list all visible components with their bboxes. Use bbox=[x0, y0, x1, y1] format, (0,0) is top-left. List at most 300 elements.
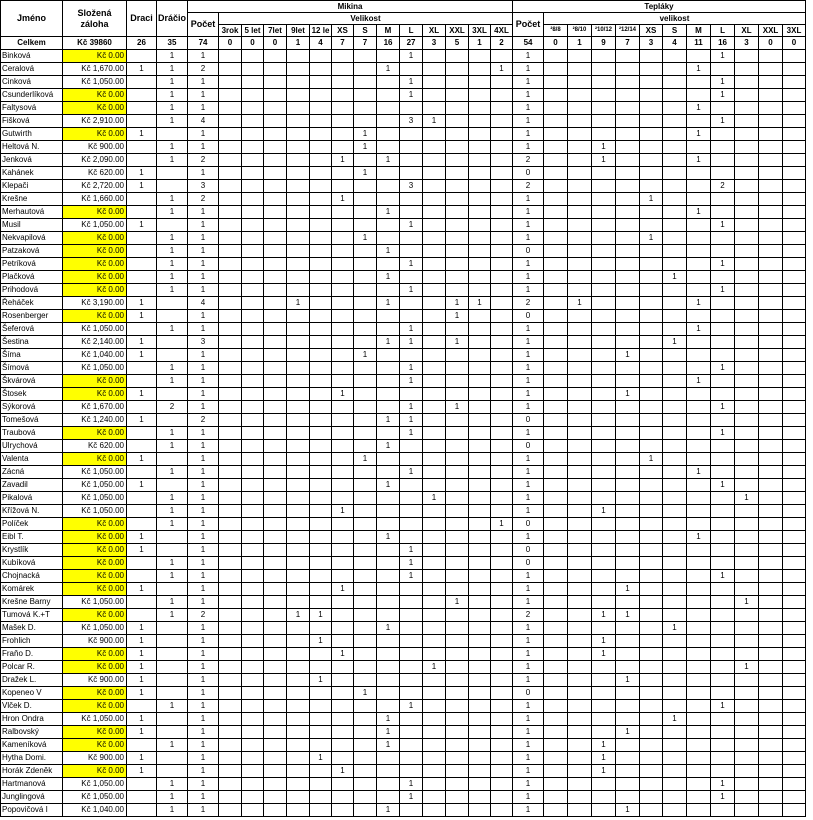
cell-teplaky-count[interactable]: 1 bbox=[513, 479, 544, 492]
cell-mikina-size[interactable] bbox=[219, 50, 242, 63]
cell-teplaky-size[interactable] bbox=[759, 349, 783, 362]
cell-teplaky-size[interactable] bbox=[568, 713, 592, 726]
cell-deposit[interactable]: Kč 1,050.00 bbox=[63, 323, 127, 336]
cell-teplaky-size[interactable] bbox=[544, 362, 568, 375]
cell-teplaky-size[interactable] bbox=[687, 739, 711, 752]
cell-mikina-size[interactable]: 1 bbox=[377, 804, 400, 817]
cell-mikina-size[interactable] bbox=[354, 89, 377, 102]
cell-mikina-size[interactable] bbox=[491, 219, 513, 232]
cell-teplaky-size[interactable] bbox=[640, 713, 663, 726]
cell-mikina-size[interactable] bbox=[219, 128, 242, 141]
cell-teplaky-size[interactable] bbox=[687, 492, 711, 505]
cell-mikina-size[interactable] bbox=[310, 336, 332, 349]
cell-teplaky-size[interactable] bbox=[759, 661, 783, 674]
cell-mikina-size[interactable] bbox=[423, 466, 446, 479]
cell-name[interactable]: Vlček D. bbox=[1, 700, 63, 713]
cell-mikina-size[interactable] bbox=[469, 154, 491, 167]
totals-mikina-count[interactable]: 74 bbox=[188, 37, 219, 50]
cell-mikina-size[interactable]: 1 bbox=[377, 739, 400, 752]
cell-mikina-size[interactable] bbox=[377, 362, 400, 375]
cell-teplaky-size[interactable] bbox=[759, 739, 783, 752]
cell-dracio[interactable] bbox=[157, 622, 188, 635]
cell-teplaky-size[interactable] bbox=[663, 375, 687, 388]
cell-mikina-size[interactable]: 1 bbox=[446, 310, 469, 323]
totals-teplaky-size[interactable]: 0 bbox=[759, 37, 783, 50]
cell-teplaky-count[interactable]: 1 bbox=[513, 778, 544, 791]
cell-mikina-size[interactable] bbox=[310, 219, 332, 232]
cell-mikina-size[interactable] bbox=[423, 323, 446, 336]
cell-mikina-count[interactable]: 1 bbox=[188, 349, 219, 362]
cell-name[interactable]: Ralbovský bbox=[1, 726, 63, 739]
cell-teplaky-size[interactable] bbox=[783, 492, 806, 505]
cell-teplaky-size[interactable] bbox=[711, 453, 735, 466]
cell-teplaky-size[interactable] bbox=[616, 791, 640, 804]
cell-teplaky-size[interactable] bbox=[663, 284, 687, 297]
cell-mikina-size[interactable] bbox=[354, 713, 377, 726]
cell-dracio[interactable]: 1 bbox=[157, 739, 188, 752]
cell-deposit[interactable]: Kč 0.00 bbox=[63, 648, 127, 661]
cell-mikina-size[interactable]: 1 bbox=[491, 518, 513, 531]
cell-teplaky-size[interactable] bbox=[616, 622, 640, 635]
cell-mikina-size[interactable] bbox=[219, 713, 242, 726]
cell-teplaky-size[interactable] bbox=[663, 505, 687, 518]
cell-teplaky-size[interactable] bbox=[663, 739, 687, 752]
cell-mikina-size[interactable] bbox=[332, 362, 354, 375]
cell-mikina-size[interactable] bbox=[400, 609, 423, 622]
cell-dracio[interactable]: 1 bbox=[157, 375, 188, 388]
cell-teplaky-size[interactable] bbox=[640, 102, 663, 115]
cell-mikina-size[interactable] bbox=[219, 518, 242, 531]
cell-teplaky-size[interactable] bbox=[735, 739, 759, 752]
cell-teplaky-size[interactable] bbox=[616, 63, 640, 76]
cell-mikina-size[interactable] bbox=[219, 63, 242, 76]
cell-mikina-size[interactable] bbox=[423, 336, 446, 349]
cell-name[interactable]: Klepači bbox=[1, 180, 63, 193]
cell-mikina-size[interactable]: 1 bbox=[400, 544, 423, 557]
cell-deposit[interactable]: Kč 0.00 bbox=[63, 661, 127, 674]
cell-dracio[interactable]: 1 bbox=[157, 232, 188, 245]
cell-name[interactable]: Kubíková bbox=[1, 557, 63, 570]
cell-mikina-size[interactable] bbox=[264, 531, 287, 544]
cell-mikina-size[interactable] bbox=[219, 531, 242, 544]
cell-teplaky-size[interactable] bbox=[616, 765, 640, 778]
cell-mikina-size[interactable]: 1 bbox=[377, 414, 400, 427]
cell-mikina-size[interactable] bbox=[264, 284, 287, 297]
cell-teplaky-size[interactable]: 1 bbox=[687, 63, 711, 76]
cell-mikina-count[interactable]: 1 bbox=[188, 284, 219, 297]
cell-draci[interactable]: 1 bbox=[127, 622, 157, 635]
cell-teplaky-size[interactable] bbox=[568, 648, 592, 661]
cell-mikina-size[interactable] bbox=[354, 765, 377, 778]
cell-teplaky-size[interactable] bbox=[544, 726, 568, 739]
cell-name[interactable]: Tumová K.+T bbox=[1, 609, 63, 622]
cell-mikina-size[interactable] bbox=[310, 76, 332, 89]
cell-mikina-size[interactable] bbox=[469, 531, 491, 544]
cell-mikina-size[interactable] bbox=[332, 479, 354, 492]
cell-mikina-size[interactable] bbox=[332, 674, 354, 687]
cell-name[interactable]: Fišková bbox=[1, 115, 63, 128]
cell-teplaky-count[interactable]: 1 bbox=[513, 50, 544, 63]
cell-teplaky-size[interactable] bbox=[783, 622, 806, 635]
cell-mikina-size[interactable] bbox=[354, 375, 377, 388]
cell-mikina-count[interactable]: 1 bbox=[188, 388, 219, 401]
cell-teplaky-size[interactable] bbox=[616, 687, 640, 700]
cell-teplaky-size[interactable]: 1 bbox=[711, 284, 735, 297]
cell-mikina-size[interactable] bbox=[491, 622, 513, 635]
cell-mikina-size[interactable] bbox=[377, 50, 400, 63]
cell-teplaky-size[interactable] bbox=[663, 687, 687, 700]
cell-mikina-size[interactable] bbox=[423, 141, 446, 154]
cell-teplaky-size[interactable] bbox=[616, 115, 640, 128]
cell-mikina-size[interactable] bbox=[423, 674, 446, 687]
cell-teplaky-size[interactable] bbox=[687, 167, 711, 180]
cell-mikina-count[interactable]: 1 bbox=[188, 258, 219, 271]
cell-teplaky-size[interactable]: 1 bbox=[711, 115, 735, 128]
cell-mikina-size[interactable] bbox=[242, 154, 264, 167]
cell-teplaky-size[interactable] bbox=[568, 791, 592, 804]
cell-teplaky-size[interactable] bbox=[735, 648, 759, 661]
cell-teplaky-size[interactable] bbox=[640, 804, 663, 817]
cell-mikina-size[interactable] bbox=[354, 154, 377, 167]
cell-mikina-size[interactable] bbox=[400, 193, 423, 206]
cell-mikina-size[interactable] bbox=[332, 466, 354, 479]
cell-draci[interactable]: 1 bbox=[127, 297, 157, 310]
cell-mikina-size[interactable] bbox=[469, 89, 491, 102]
cell-teplaky-size[interactable] bbox=[544, 531, 568, 544]
cell-mikina-size[interactable] bbox=[242, 661, 264, 674]
cell-teplaky-count[interactable]: 2 bbox=[513, 297, 544, 310]
cell-mikina-size[interactable] bbox=[354, 622, 377, 635]
cell-teplaky-size[interactable]: 1 bbox=[592, 154, 616, 167]
cell-teplaky-size[interactable] bbox=[735, 115, 759, 128]
cell-mikina-size[interactable] bbox=[423, 128, 446, 141]
cell-teplaky-size[interactable]: 1 bbox=[711, 76, 735, 89]
cell-mikina-size[interactable] bbox=[469, 622, 491, 635]
cell-teplaky-size[interactable]: 1 bbox=[711, 258, 735, 271]
cell-teplaky-size[interactable] bbox=[663, 635, 687, 648]
cell-name[interactable]: Tomešová bbox=[1, 414, 63, 427]
cell-teplaky-size[interactable]: 1 bbox=[687, 466, 711, 479]
cell-mikina-size[interactable] bbox=[377, 323, 400, 336]
cell-name[interactable]: Valenta bbox=[1, 453, 63, 466]
cell-teplaky-size[interactable] bbox=[544, 102, 568, 115]
header-mikina-size[interactable]: S bbox=[354, 25, 377, 37]
cell-teplaky-size[interactable] bbox=[687, 700, 711, 713]
cell-mikina-size[interactable] bbox=[242, 583, 264, 596]
cell-mikina-count[interactable]: 1 bbox=[188, 102, 219, 115]
cell-mikina-size[interactable] bbox=[446, 609, 469, 622]
totals-teplaky-size[interactable]: 1 bbox=[568, 37, 592, 50]
cell-mikina-size[interactable] bbox=[377, 674, 400, 687]
cell-teplaky-size[interactable] bbox=[592, 284, 616, 297]
cell-teplaky-size[interactable] bbox=[544, 232, 568, 245]
cell-teplaky-size[interactable]: 2 bbox=[711, 180, 735, 193]
cell-draci[interactable]: 1 bbox=[127, 765, 157, 778]
cell-teplaky-size[interactable] bbox=[783, 323, 806, 336]
cell-teplaky-size[interactable] bbox=[568, 609, 592, 622]
cell-mikina-size[interactable] bbox=[377, 492, 400, 505]
cell-mikina-size[interactable] bbox=[469, 648, 491, 661]
cell-mikina-size[interactable] bbox=[242, 518, 264, 531]
cell-mikina-size[interactable] bbox=[491, 661, 513, 674]
cell-deposit[interactable]: Kč 1,240.00 bbox=[63, 414, 127, 427]
cell-teplaky-size[interactable] bbox=[592, 791, 616, 804]
cell-teplaky-size[interactable] bbox=[687, 622, 711, 635]
cell-mikina-size[interactable] bbox=[491, 141, 513, 154]
cell-teplaky-size[interactable] bbox=[592, 102, 616, 115]
cell-mikina-size[interactable] bbox=[310, 583, 332, 596]
cell-mikina-size[interactable] bbox=[332, 206, 354, 219]
cell-draci[interactable] bbox=[127, 440, 157, 453]
cell-teplaky-count[interactable]: 2 bbox=[513, 154, 544, 167]
cell-teplaky-size[interactable] bbox=[640, 726, 663, 739]
cell-mikina-size[interactable] bbox=[423, 362, 446, 375]
cell-mikina-size[interactable] bbox=[446, 349, 469, 362]
cell-mikina-size[interactable] bbox=[469, 323, 491, 336]
cell-teplaky-size[interactable] bbox=[759, 440, 783, 453]
cell-teplaky-size[interactable] bbox=[544, 492, 568, 505]
cell-teplaky-size[interactable] bbox=[783, 401, 806, 414]
cell-teplaky-size[interactable] bbox=[640, 219, 663, 232]
cell-teplaky-size[interactable] bbox=[616, 141, 640, 154]
cell-teplaky-size[interactable] bbox=[735, 141, 759, 154]
cell-deposit[interactable]: Kč 1,660.00 bbox=[63, 193, 127, 206]
cell-teplaky-size[interactable] bbox=[783, 557, 806, 570]
cell-mikina-size[interactable] bbox=[242, 63, 264, 76]
cell-teplaky-size[interactable] bbox=[783, 50, 806, 63]
cell-mikina-size[interactable] bbox=[332, 440, 354, 453]
cell-draci[interactable] bbox=[127, 609, 157, 622]
cell-draci[interactable] bbox=[127, 115, 157, 128]
cell-mikina-size[interactable] bbox=[310, 258, 332, 271]
cell-dracio[interactable] bbox=[157, 713, 188, 726]
header-mikina-size[interactable]: 5 let bbox=[242, 25, 264, 37]
cell-mikina-size[interactable] bbox=[469, 752, 491, 765]
cell-mikina-size[interactable] bbox=[332, 219, 354, 232]
cell-mikina-size[interactable] bbox=[469, 102, 491, 115]
header-teplaky-size[interactable]: ²10/12 bbox=[592, 25, 616, 37]
cell-mikina-size[interactable] bbox=[354, 284, 377, 297]
cell-deposit[interactable]: Kč 1,040.00 bbox=[63, 804, 127, 817]
cell-deposit[interactable]: Kč 0.00 bbox=[63, 375, 127, 388]
cell-mikina-size[interactable] bbox=[310, 297, 332, 310]
cell-mikina-size[interactable] bbox=[469, 76, 491, 89]
cell-name[interactable]: Musil bbox=[1, 219, 63, 232]
cell-mikina-size[interactable] bbox=[491, 50, 513, 63]
cell-draci[interactable]: 1 bbox=[127, 635, 157, 648]
cell-teplaky-size[interactable] bbox=[783, 700, 806, 713]
cell-mikina-count[interactable]: 1 bbox=[188, 141, 219, 154]
cell-deposit[interactable]: Kč 0.00 bbox=[63, 427, 127, 440]
cell-mikina-count[interactable]: 1 bbox=[188, 76, 219, 89]
totals-deposit[interactable]: Kč 39860 bbox=[63, 37, 127, 50]
cell-mikina-size[interactable] bbox=[242, 791, 264, 804]
cell-teplaky-size[interactable] bbox=[640, 362, 663, 375]
cell-deposit[interactable]: Kč 1,050.00 bbox=[63, 622, 127, 635]
cell-teplaky-size[interactable]: 1 bbox=[592, 609, 616, 622]
cell-teplaky-size[interactable] bbox=[759, 284, 783, 297]
cell-mikina-size[interactable] bbox=[310, 180, 332, 193]
cell-teplaky-size[interactable] bbox=[640, 206, 663, 219]
cell-mikina-size[interactable] bbox=[287, 804, 310, 817]
header-mikina-size[interactable]: 7let bbox=[264, 25, 287, 37]
cell-mikina-size[interactable] bbox=[264, 674, 287, 687]
cell-teplaky-size[interactable] bbox=[663, 531, 687, 544]
cell-teplaky-size[interactable] bbox=[616, 453, 640, 466]
cell-teplaky-size[interactable] bbox=[568, 232, 592, 245]
cell-mikina-size[interactable] bbox=[310, 310, 332, 323]
cell-teplaky-size[interactable] bbox=[711, 752, 735, 765]
cell-mikina-size[interactable] bbox=[332, 284, 354, 297]
cell-teplaky-size[interactable] bbox=[759, 622, 783, 635]
cell-mikina-size[interactable]: 1 bbox=[354, 141, 377, 154]
cell-teplaky-size[interactable] bbox=[783, 427, 806, 440]
cell-mikina-size[interactable] bbox=[332, 453, 354, 466]
cell-mikina-size[interactable] bbox=[332, 323, 354, 336]
cell-teplaky-size[interactable]: 1 bbox=[640, 453, 663, 466]
cell-teplaky-size[interactable] bbox=[568, 128, 592, 141]
cell-mikina-size[interactable] bbox=[446, 232, 469, 245]
cell-teplaky-size[interactable] bbox=[783, 635, 806, 648]
cell-teplaky-size[interactable] bbox=[687, 232, 711, 245]
cell-mikina-size[interactable] bbox=[423, 648, 446, 661]
cell-teplaky-size[interactable] bbox=[783, 310, 806, 323]
cell-mikina-size[interactable] bbox=[332, 739, 354, 752]
cell-name[interactable]: Heltová N. bbox=[1, 141, 63, 154]
cell-teplaky-size[interactable]: 1 bbox=[663, 713, 687, 726]
cell-draci[interactable] bbox=[127, 518, 157, 531]
cell-mikina-size[interactable] bbox=[354, 76, 377, 89]
cell-dracio[interactable]: 1 bbox=[157, 63, 188, 76]
cell-mikina-size[interactable] bbox=[310, 661, 332, 674]
cell-mikina-size[interactable] bbox=[354, 414, 377, 427]
cell-mikina-size[interactable] bbox=[287, 310, 310, 323]
totals-mikina-size[interactable]: 0 bbox=[219, 37, 242, 50]
cell-teplaky-size[interactable]: 1 bbox=[711, 700, 735, 713]
cell-teplaky-size[interactable] bbox=[687, 414, 711, 427]
cell-teplaky-size[interactable] bbox=[640, 466, 663, 479]
cell-mikina-size[interactable] bbox=[377, 557, 400, 570]
cell-teplaky-size[interactable] bbox=[616, 427, 640, 440]
cell-teplaky-size[interactable] bbox=[711, 635, 735, 648]
cell-teplaky-count[interactable]: 1 bbox=[513, 128, 544, 141]
cell-mikina-size[interactable] bbox=[400, 232, 423, 245]
cell-mikina-size[interactable] bbox=[310, 63, 332, 76]
cell-mikina-count[interactable]: 1 bbox=[188, 570, 219, 583]
cell-mikina-size[interactable] bbox=[423, 89, 446, 102]
cell-teplaky-size[interactable] bbox=[544, 622, 568, 635]
cell-teplaky-size[interactable] bbox=[544, 609, 568, 622]
cell-mikina-size[interactable] bbox=[310, 349, 332, 362]
cell-teplaky-size[interactable] bbox=[544, 375, 568, 388]
cell-mikina-size[interactable] bbox=[242, 570, 264, 583]
cell-name[interactable]: Sýkorová bbox=[1, 401, 63, 414]
cell-teplaky-size[interactable] bbox=[640, 492, 663, 505]
cell-teplaky-size[interactable] bbox=[759, 596, 783, 609]
cell-teplaky-size[interactable]: 1 bbox=[711, 427, 735, 440]
cell-teplaky-size[interactable] bbox=[663, 518, 687, 531]
cell-teplaky-size[interactable] bbox=[735, 349, 759, 362]
cell-teplaky-size[interactable] bbox=[568, 492, 592, 505]
cell-mikina-size[interactable] bbox=[242, 232, 264, 245]
header-mikina-size[interactable]: 3XL bbox=[469, 25, 491, 37]
cell-teplaky-count[interactable]: 1 bbox=[513, 427, 544, 440]
cell-teplaky-size[interactable] bbox=[544, 245, 568, 258]
totals-mikina-size[interactable]: 1 bbox=[287, 37, 310, 50]
cell-teplaky-size[interactable] bbox=[783, 791, 806, 804]
header-draci[interactable]: Draci bbox=[127, 1, 157, 37]
cell-teplaky-size[interactable] bbox=[687, 583, 711, 596]
cell-teplaky-size[interactable] bbox=[568, 687, 592, 700]
cell-mikina-size[interactable] bbox=[287, 128, 310, 141]
cell-mikina-size[interactable] bbox=[491, 89, 513, 102]
cell-mikina-size[interactable] bbox=[332, 63, 354, 76]
cell-dracio[interactable] bbox=[157, 388, 188, 401]
cell-teplaky-size[interactable] bbox=[568, 674, 592, 687]
cell-mikina-size[interactable] bbox=[400, 154, 423, 167]
cell-mikina-size[interactable]: 1 bbox=[400, 336, 423, 349]
cell-mikina-size[interactable] bbox=[400, 310, 423, 323]
cell-mikina-size[interactable] bbox=[423, 388, 446, 401]
cell-teplaky-size[interactable] bbox=[568, 635, 592, 648]
cell-teplaky-size[interactable] bbox=[759, 102, 783, 115]
cell-mikina-size[interactable] bbox=[332, 622, 354, 635]
cell-teplaky-count[interactable]: 1 bbox=[513, 804, 544, 817]
cell-teplaky-size[interactable] bbox=[592, 557, 616, 570]
cell-dracio[interactable]: 1 bbox=[157, 492, 188, 505]
cell-mikina-size[interactable] bbox=[332, 531, 354, 544]
cell-teplaky-size[interactable] bbox=[568, 245, 592, 258]
cell-mikina-size[interactable] bbox=[400, 492, 423, 505]
cell-mikina-size[interactable] bbox=[242, 284, 264, 297]
cell-mikina-size[interactable] bbox=[354, 440, 377, 453]
cell-mikina-count[interactable]: 1 bbox=[188, 427, 219, 440]
cell-mikina-size[interactable] bbox=[491, 310, 513, 323]
cell-mikina-size[interactable] bbox=[287, 557, 310, 570]
cell-mikina-size[interactable] bbox=[423, 505, 446, 518]
cell-teplaky-size[interactable] bbox=[640, 479, 663, 492]
cell-teplaky-size[interactable] bbox=[663, 726, 687, 739]
cell-mikina-size[interactable]: 1 bbox=[400, 219, 423, 232]
cell-mikina-size[interactable]: 1 bbox=[446, 596, 469, 609]
cell-teplaky-size[interactable] bbox=[687, 791, 711, 804]
cell-teplaky-size[interactable] bbox=[663, 63, 687, 76]
cell-mikina-size[interactable] bbox=[287, 154, 310, 167]
cell-mikina-size[interactable] bbox=[242, 687, 264, 700]
cell-mikina-size[interactable] bbox=[264, 219, 287, 232]
cell-teplaky-size[interactable] bbox=[640, 128, 663, 141]
cell-mikina-size[interactable] bbox=[287, 713, 310, 726]
cell-mikina-size[interactable] bbox=[423, 544, 446, 557]
cell-mikina-count[interactable]: 1 bbox=[188, 557, 219, 570]
cell-teplaky-size[interactable] bbox=[687, 713, 711, 726]
cell-mikina-size[interactable] bbox=[219, 804, 242, 817]
cell-dracio[interactable]: 1 bbox=[157, 440, 188, 453]
cell-teplaky-size[interactable] bbox=[616, 466, 640, 479]
cell-teplaky-size[interactable]: 1 bbox=[711, 479, 735, 492]
cell-teplaky-size[interactable] bbox=[592, 349, 616, 362]
cell-mikina-size[interactable] bbox=[242, 388, 264, 401]
cell-mikina-size[interactable]: 1 bbox=[354, 687, 377, 700]
cell-mikina-size[interactable] bbox=[242, 271, 264, 284]
cell-dracio[interactable]: 1 bbox=[157, 427, 188, 440]
cell-teplaky-size[interactable] bbox=[663, 778, 687, 791]
cell-mikina-size[interactable] bbox=[491, 466, 513, 479]
cell-mikina-size[interactable] bbox=[377, 505, 400, 518]
cell-mikina-size[interactable] bbox=[354, 492, 377, 505]
cell-mikina-size[interactable] bbox=[377, 102, 400, 115]
cell-teplaky-size[interactable] bbox=[544, 206, 568, 219]
